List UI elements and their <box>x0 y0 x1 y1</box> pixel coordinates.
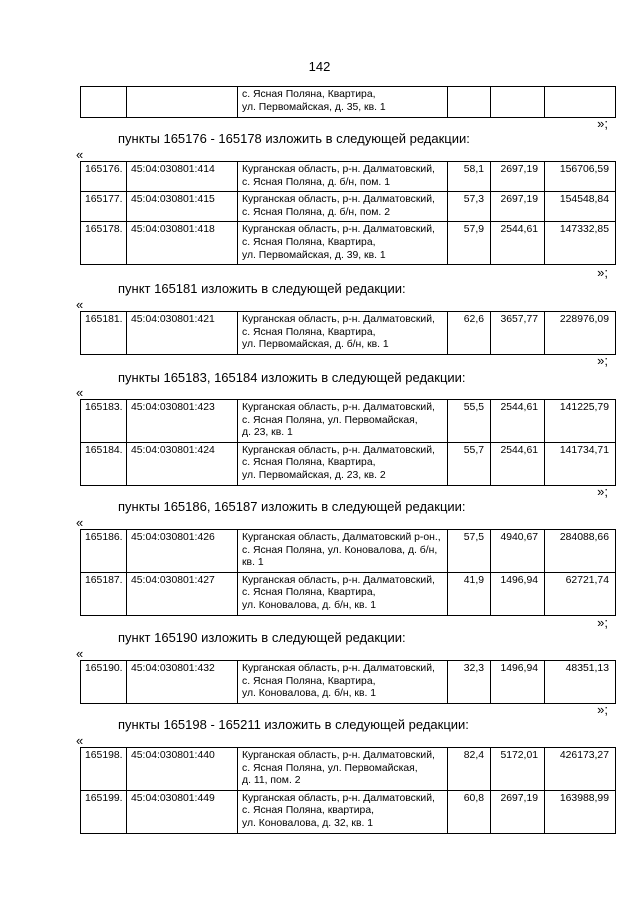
address-line: с. Ясная Поляна, Квартира, <box>242 89 376 100</box>
address-line: Курганская область, р-н. Далматовский, <box>242 194 435 206</box>
num-cell: 165199. <box>81 790 127 833</box>
address-line: Курганская область, р-н. Далматовский, <box>242 224 435 236</box>
opening-quote: « <box>76 385 84 400</box>
address-cell <box>238 442 448 485</box>
price-cell: 4940,67 <box>491 530 545 573</box>
address-line: с. Ясная Поляна, д. б/н, пом. 2 <box>242 206 390 218</box>
cadastral-cell: 45:04:030801:414 <box>127 162 238 192</box>
cadastral-cell: 45:04:030801:440 <box>127 748 238 791</box>
address-cell <box>238 192 448 222</box>
num-cell: 165178. <box>81 222 127 265</box>
address-line: ул. Первомайская, д. 23, кв. 2 <box>242 469 386 481</box>
cadastral-cell: 45:04:030801:418 <box>127 222 238 265</box>
table-row <box>81 192 616 222</box>
closing-quote: »; <box>597 353 608 368</box>
closing-quote: »; <box>597 484 608 499</box>
area-cell: 55,5 <box>448 400 491 443</box>
cadastral-cell: 45:04:030801:423 <box>127 400 238 443</box>
address-line: Курганская область, р-н. Далматовский, <box>242 314 435 325</box>
address-line: с. Ясная Поляна, Квартира, <box>242 457 376 469</box>
num-cell: 165183. <box>81 400 127 443</box>
price-cell: 2544,61 <box>491 400 545 443</box>
table-row <box>81 790 616 833</box>
address-line: Курганская область, р-н. Далматовский, <box>242 444 435 456</box>
cost-cell: 228976,09 <box>545 312 616 355</box>
address-line: с. Ясная Поляна, ул. Коновалова, д. б/н, <box>242 544 438 556</box>
cost-cell <box>545 87 616 118</box>
price-cell: 5172,01 <box>491 748 545 791</box>
data-table <box>80 399 616 486</box>
num-cell: 165176. <box>81 162 127 192</box>
address-line: ул. Первомайская, д. 39, кв. 1 <box>242 249 386 261</box>
address-line: кв. 1 <box>242 557 264 569</box>
cost-cell: 154548,84 <box>545 192 616 222</box>
cost-cell: 163988,99 <box>545 790 616 833</box>
cadastral-cell: 45:04:030801:421 <box>127 312 238 355</box>
cost-cell: 62721,74 <box>545 572 616 615</box>
cost-cell: 426173,27 <box>545 748 616 791</box>
opening-quote: « <box>76 733 84 748</box>
address-line: ул. Коновалова, д. б/н, кв. 1 <box>242 599 377 611</box>
num-cell: 165198. <box>81 748 127 791</box>
address-line: ул. Первомайская, д. 35, кв. 1 <box>242 101 386 113</box>
opening-quote: « <box>76 147 84 162</box>
address-line: с. Ясная Поляна, ул. Первомайская, <box>242 762 418 774</box>
num-cell: 165187. <box>81 572 127 615</box>
address-line: с. Ясная Поляна, Квартира, <box>242 326 376 338</box>
area-cell: 62,6 <box>448 312 491 355</box>
address-line: д. 11, пом. 2 <box>242 775 301 787</box>
address-cell <box>238 572 448 615</box>
cost-cell: 48351,13 <box>545 661 616 704</box>
cost-cell: 156706,59 <box>545 162 616 192</box>
data-table <box>80 747 616 834</box>
num-cell: 165184. <box>81 442 127 485</box>
area-cell: 32,3 <box>448 661 491 704</box>
table-row <box>81 530 616 573</box>
price-cell: 2697,19 <box>491 790 545 833</box>
address-line: с. Ясная Поляна, квартира, <box>242 805 374 817</box>
num-cell: 165186. <box>81 530 127 573</box>
area-cell: 57,5 <box>448 530 491 573</box>
section-heading: пункт 165190 изложить в следующей редакции: <box>118 630 406 645</box>
address-line: Курганская область, Далматовский р-он., <box>242 532 441 543</box>
price-cell: 1496,94 <box>491 572 545 615</box>
data-table <box>80 311 616 355</box>
data-table <box>80 660 616 704</box>
area-cell: 60,8 <box>448 790 491 833</box>
price-cell: 3657,77 <box>491 312 545 355</box>
table-row <box>81 312 616 355</box>
address-line: ул. Коновалова, д. б/н, кв. 1 <box>242 688 377 700</box>
address-line: Курганская область, р-н. Далматовский, <box>242 164 435 175</box>
cadastral-cell: 45:04:030801:415 <box>127 192 238 222</box>
cadastral-cell: 45:04:030801:449 <box>127 790 238 833</box>
data-table <box>80 529 616 616</box>
cost-cell: 141734,71 <box>545 442 616 485</box>
opening-quote: « <box>76 646 84 661</box>
opening-quote: « <box>76 297 84 312</box>
cadastral-cell: 45:04:030801:427 <box>127 572 238 615</box>
area-cell <box>448 87 491 118</box>
address-line: с. Ясная Поляна, д. б/н, пом. 1 <box>242 176 390 188</box>
cost-cell: 141225,79 <box>545 400 616 443</box>
address-line: с. Ясная Поляна, Квартира, <box>242 236 376 248</box>
price-cell: 1496,94 <box>491 661 545 704</box>
cadastral-cell: 45:04:030801:426 <box>127 530 238 573</box>
address-line: ул. Коновалова, д. 32, кв. 1 <box>242 817 374 829</box>
num-cell: 165190. <box>81 661 127 704</box>
table-row <box>81 748 616 791</box>
address-line: с. Ясная Поляна, Квартира, <box>242 587 376 599</box>
address-line: с. Ясная Поляна, ул. Первомайская, <box>242 414 418 426</box>
closing-quote: »; <box>597 265 608 280</box>
price-cell: 2544,61 <box>491 222 545 265</box>
price-cell: 2544,61 <box>491 442 545 485</box>
closing-quote: »; <box>597 116 608 131</box>
cost-cell: 284088,66 <box>545 530 616 573</box>
address-line: Курганская область, р-н. Далматовский, <box>242 792 435 804</box>
address-line: д. 23, кв. 1 <box>242 427 293 439</box>
address-cell <box>238 661 448 704</box>
opening-quote: « <box>76 515 84 530</box>
data-table <box>80 161 616 265</box>
area-cell: 41,9 <box>448 572 491 615</box>
address-line: Курганская область, р-н. Далматовский, <box>242 750 435 761</box>
continuation-table <box>80 86 616 118</box>
address-line: с. Ясная Поляна, Квартира, <box>242 675 376 687</box>
address-cell <box>238 400 448 443</box>
table-row <box>81 87 616 118</box>
cadastral-cell: 45:04:030801:432 <box>127 661 238 704</box>
area-cell: 57,3 <box>448 192 491 222</box>
area-cell: 55,7 <box>448 442 491 485</box>
table-row <box>81 400 616 443</box>
closing-quote: »; <box>597 702 608 717</box>
address-cell <box>238 748 448 791</box>
num-cell: 165181. <box>81 312 127 355</box>
cadastral-cell <box>127 87 238 118</box>
address-line: Курганская область, р-н. Далматовский, <box>242 402 435 413</box>
table-row <box>81 661 616 704</box>
price-cell <box>491 87 545 118</box>
section-heading: пункты 165186, 165187 изложить в следующей редакции: <box>118 499 466 514</box>
price-cell: 2697,19 <box>491 162 545 192</box>
section-heading: пункты 165183, 165184 изложить в следующей редакции: <box>118 370 466 385</box>
cadastral-cell: 45:04:030801:424 <box>127 442 238 485</box>
table-row <box>81 222 616 265</box>
table-row <box>81 442 616 485</box>
section-heading: пункты 165198 - 165211 изложить в следующей редакции: <box>118 717 469 732</box>
area-cell: 82,4 <box>448 748 491 791</box>
num-cell: 165177. <box>81 192 127 222</box>
table-row <box>81 572 616 615</box>
address-cell <box>238 87 448 118</box>
address-cell <box>238 222 448 265</box>
address-cell <box>238 790 448 833</box>
address-cell <box>238 162 448 192</box>
area-cell: 58,1 <box>448 162 491 192</box>
address-cell <box>238 312 448 355</box>
address-line: Курганская область, р-н. Далматовский, <box>242 663 435 674</box>
num-cell <box>81 87 127 118</box>
section-heading: пункт 165181 изложить в следующей редакции: <box>118 281 406 296</box>
page-number: 142 <box>308 59 331 74</box>
area-cell: 57,9 <box>448 222 491 265</box>
cost-cell: 147332,85 <box>545 222 616 265</box>
section-heading: пункты 165176 - 165178 изложить в следующей редакции: <box>118 131 470 146</box>
address-cell <box>238 530 448 573</box>
address-line: Курганская область, р-н. Далматовский, <box>242 574 435 586</box>
price-cell: 2697,19 <box>491 192 545 222</box>
address-line: ул. Первомайская, д. б/н, кв. 1 <box>242 339 389 351</box>
table-row <box>81 162 616 192</box>
closing-quote: »; <box>597 615 608 630</box>
